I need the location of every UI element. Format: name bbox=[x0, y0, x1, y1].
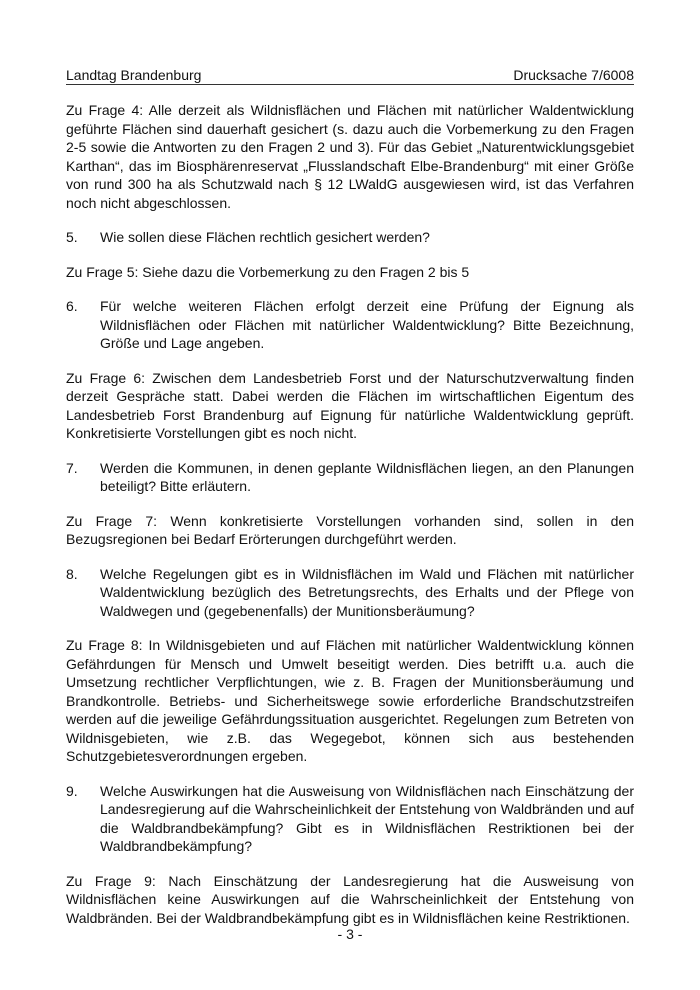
question-6 bbox=[66, 297, 634, 353]
question-text: Wie sollen diese Flächen rechtlich gesichert werden? bbox=[100, 229, 430, 245]
answer-7: Zu Frage 7: Wenn konkretisierte Vorstellungen vorhanden sind, sollen in den Bezugsregionen bei Bedarf Erörterungen durchgeführt werden. bbox=[66, 512, 634, 547]
question-number: 8. bbox=[66, 565, 78, 582]
document-body bbox=[66, 101, 634, 943]
header-left: Landtag Brandenburg bbox=[66, 67, 202, 83]
page-number: - 3 - bbox=[337, 926, 363, 942]
question-text: Welche Auswirkungen hat die Ausweisung von Wildnisflächen nach Einschätzung der Landesregierung auf die Wahrscheinlichkeit der Entstehung von Waldbränden und auf die Waldbrandbekämpfung? Gibt es in Wildnisflächen Restriktionen bei der Waldbrandbekämpfung? bbox=[100, 782, 634, 854]
question-number: 9. bbox=[66, 782, 78, 799]
answer-9: Zu Frage 9: Nach Einschätzung der Landesregierung hat die Ausweisung von Wildnisflächen keine Auswirkungen auf die Wahrscheinlichkeit der Entstehung von Waldbränden. Bei der Waldbrandbekämpfung gibt es in Wildnisflächen keine Restriktionen. bbox=[66, 872, 634, 926]
answer-5: Zu Frage 5: Siehe dazu die Vorbemerkung zu den Fragen 2 bis 5 bbox=[66, 263, 470, 280]
header-right: Drucksache 7/6008 bbox=[513, 67, 634, 83]
page-header bbox=[66, 66, 634, 84]
answer-8: Zu Frage 8: In Wildnisgebieten und auf Flächen mit natürlicher Waldentwicklung können Gefährdungen für Mensch und Umwelt beseitigt werden. Dies betrifft u.a. auch die Umsetzung rechtlicher Verpflichtungen, wie z. B. Fragen der Munitionsberäumung und Brandkontrolle. Betriebs- und Sicherheitswege sowie erforderliche Brandschutzstreifen werden auf die jeweilige Gefährdungssituation ausgerichtet. Regelungen zum Betreten von Wildnisgebieten, wie z.B. das Wegegebot, können sich aus bestehenden Schutzgebietesverordnungen ergeben. bbox=[66, 637, 634, 764]
question-number: 7. bbox=[66, 459, 78, 476]
header-rule bbox=[66, 84, 634, 85]
question-text: Welche Regelungen gibt es in Wildnisflächen im Wald und Flächen mit natürlicher Waldentwicklung bezüglich des Betretungsrechts, des Erhalts und der Pflege von Waldwegen und (gegebenenfalls) der Munitionsberäumung? bbox=[100, 565, 634, 619]
answer-6: Zu Frage 6: Zwischen dem Landesbetrieb Forst und der Naturschutzverwaltung finden derzeit Gespräche statt. Dabei werden die Flächen im wirtschaftlichen Eigentum des Landesbetrieb Forst Brandenburg auf Eignung für natürliche Waldentwicklung geprüft. Konkretisierte Vorstellungen gibt es noch nicht. bbox=[66, 369, 634, 441]
question-5 bbox=[66, 228, 634, 247]
question-7 bbox=[66, 459, 634, 496]
question-9 bbox=[66, 782, 634, 856]
question-number: 5. bbox=[66, 229, 78, 245]
question-text: Werden die Kommunen, in denen geplante Wildnisflächen liegen, an den Planungen beteiligt? Bitte erläutern. bbox=[100, 459, 634, 494]
question-text: Für welche weiteren Flächen erfolgt derzeit eine Prüfung der Eignung als Wildnisflächen oder Flächen mit natürlicher Waldentwicklung? Bitte Bezeichnung, Größe und Lage angeben. bbox=[100, 298, 634, 351]
answer-4: Zu Frage 4: Alle derzeit als Wildnisflächen und Flächen mit natürlicher Waldentwicklung geführte Flächen sind dauerhaft gesichert (s. dazu auch die Vorbemerkung zu den Fragen 2-5 sowie die Antworten zu den Fragen 2 und 3). Für das Gebiet „Naturentwicklungsgebiet Karthan“, das im Biosphärenreservat „Flusslandschaft Elbe-Brandenburg“ mit einer Größe von rund 300 ha als Schutzwald nach § 12 LWaldG ausgewiesen wird, ist das Verfahren noch nicht abgeschlossen. bbox=[66, 102, 634, 211]
question-8 bbox=[66, 565, 634, 621]
question-number: 6. bbox=[66, 298, 78, 314]
